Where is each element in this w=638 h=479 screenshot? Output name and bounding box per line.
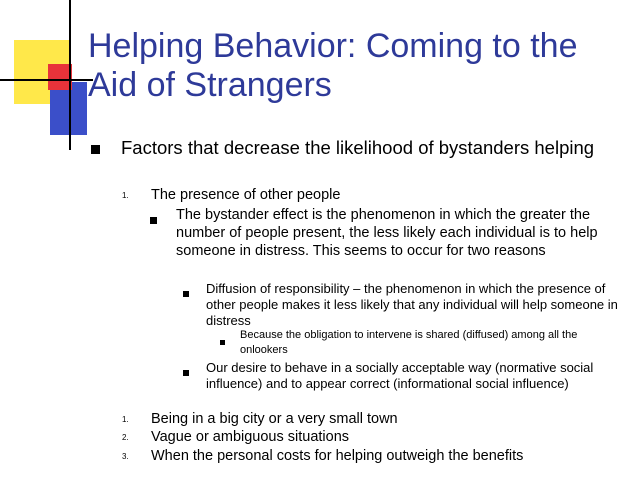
l1-main-text: Factors that decrease the likelihood of bystanders helping (121, 137, 595, 158)
bullet-l4-icon (220, 333, 225, 349)
number-2: 1. (122, 415, 129, 424)
bullet-l2-icon (150, 212, 157, 228)
deco-vertical-line (69, 0, 71, 150)
reason1-sub-text: Because the obligation to intervene is shared (diffused) among all the onlookers (240, 329, 578, 356)
bullet-l1-icon (91, 142, 100, 158)
reason1-text: Diffusion of responsibility – the phenomenon in which the presence of other people makes it less likely that any individual will help someone in distress (206, 281, 618, 328)
bullet-l3-icon (183, 285, 189, 301)
bullet-l3-icon (183, 364, 189, 380)
number-3: 2. (122, 433, 129, 442)
item1-text: The presence of other people (151, 187, 341, 203)
slide-title: Helping Behavior: Coming to the Aid of Strangers (88, 27, 578, 104)
deco-horizontal-line (0, 79, 93, 81)
item4-text: When the personal costs for helping outweigh the benefits (151, 448, 524, 464)
reason2-text: Our desire to behave in a socially acceptable way (normative social influence) and to appear correct (informational social influence) (206, 360, 594, 391)
item2-text: Being in a big city or a very small town (151, 411, 398, 427)
item3-text: Vague or ambiguous situations (151, 429, 350, 445)
number-4: 3. (122, 452, 129, 461)
number-1: 1. (122, 191, 129, 200)
item1-sub-text: The bystander effect is the phenomenon in which the greater the number of people present, the less likely each individual is to help someone in distress. This seems to occur for two reasons (176, 207, 598, 259)
